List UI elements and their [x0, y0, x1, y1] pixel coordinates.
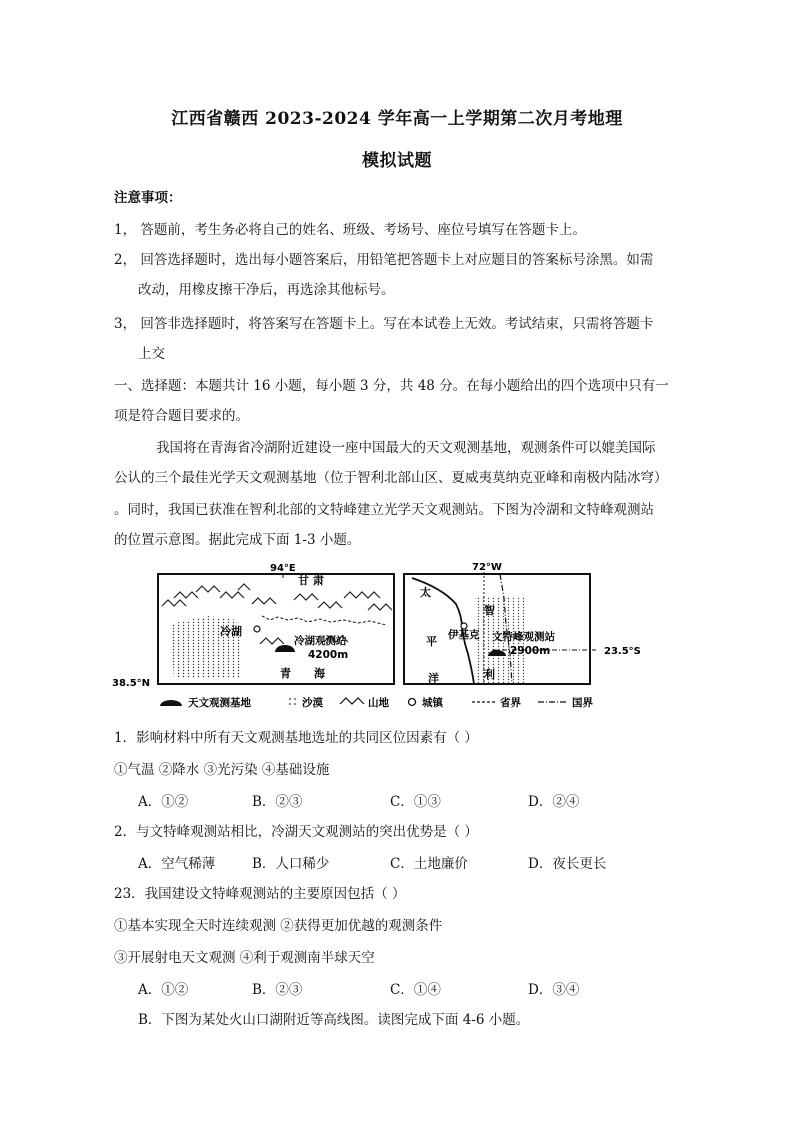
right-map-ocean-3: 洋 [428, 672, 439, 685]
passage-line-2: 公认的三个最佳光学天文观测基地（位于智利北部山区、夏威夷莫纳克亚峰和南极内陆冰穹） [114, 470, 668, 486]
legend-base-label: 天文观测基地 [188, 697, 251, 709]
left-map-station-elevation: 4200m [308, 649, 349, 661]
right-map-ventarrones [404, 562, 641, 685]
question-1-option-a[interactable]: A．①② [138, 794, 189, 810]
passage-line-3: 。同时，我国已获准在智利北部的文特峰建立光学天文观测站。下图为冷湖和文特峰观测站 [114, 502, 654, 518]
note-item-3b: 上交 [138, 346, 165, 362]
left-map-lon-label: 94°E [270, 563, 296, 574]
legend-town-label: 城镇 [422, 697, 443, 709]
question-2-stem: 2．与文特峰观测站相比，冷湖天文观测站的突出优势是（ ） [114, 824, 478, 840]
legend-base-icon [160, 700, 182, 706]
note-item-3a: 3， 回答非选择题时，将答案写在答题卡上。写在本试卷上无效。考试结束，只需将答题卡 [114, 316, 654, 332]
legend-desert-icon [289, 698, 296, 705]
right-map-country-1: 智 [484, 604, 495, 617]
question-1-choices: ①气温 ②降水 ③光污染 ④基础设施 [114, 762, 330, 778]
question-2-option-a[interactable]: A．空气稀薄 [138, 856, 216, 872]
left-map-town-lenghu: 冷湖 [220, 625, 242, 638]
question-3-option-c[interactable]: C．①④ [390, 982, 441, 998]
question-3-choices-b: ③开展射电天文观测 ④利于观测南半球天空 [114, 950, 375, 966]
passage-line-4: 的位置示意图。据此完成下面 1-3 小题。 [114, 532, 361, 548]
question-2-option-b[interactable]: B．人口稀少 [252, 856, 330, 872]
left-map-province-qinghai-a: 青 [280, 667, 291, 680]
question-1-option-c[interactable]: C．①③ [390, 794, 441, 810]
notes-heading: 注意事项： [114, 190, 182, 206]
right-map-lon-label: 72°W [472, 562, 502, 573]
map-legend [160, 696, 593, 709]
legend-national-border-label: 国界 [572, 697, 593, 709]
right-map-lat-label: 23.5°S [604, 646, 641, 657]
legend-province-border-label: 省界 [500, 697, 521, 709]
left-map-province-gansu: 甘 肃 [298, 574, 324, 587]
question-3-option-a[interactable]: A．①② [138, 982, 189, 998]
exam-title-line1: 江西省赣西 2023-2024 学年高一上学期第二次月考地理 [171, 109, 623, 129]
right-map-ocean-1: 太 [420, 586, 431, 599]
next-passage-intro: B．下图为某处火山口湖附近等高线图。读图完成下面 4-6 小题。 [138, 1012, 530, 1028]
exam-title-line2: 模拟试题 [362, 151, 432, 171]
question-2-option-d[interactable]: D．夜长更长 [528, 856, 607, 872]
left-map-station-label: 冷湖观测站 [294, 635, 347, 647]
passage-line-1: 我国将在青海省冷湖附近建设一座中国最大的天文观测基地，观测条件可以媲美国际 [156, 440, 656, 456]
note-item-1: 1， 答题前，考生务必将自己的姓名、班级、考场号、座位号填写在答题卡上。 [114, 222, 586, 238]
right-map-country-2: 利 [484, 668, 495, 681]
question-1-option-d[interactable]: D．②④ [528, 794, 580, 810]
legend-town-icon [409, 699, 416, 706]
question-3-choices-a: ①基本实现全天时连续观测 ②获得更加优越的观测条件 [114, 918, 443, 934]
question-3-option-b[interactable]: B．②③ [252, 982, 303, 998]
legend-desert-label: 沙漠 [302, 697, 323, 709]
section1-instructions-b: 项是符合题目要求的。 [114, 408, 249, 424]
location-map-figure [112, 558, 641, 710]
left-map-town-marker [254, 626, 260, 632]
question-3-option-d[interactable]: D．③④ [528, 982, 580, 998]
right-map-ocean-2: 平 [426, 635, 437, 648]
question-1-option-b[interactable]: B．②③ [252, 794, 303, 810]
right-map-station-elevation: 2900m [510, 645, 551, 657]
section1-instructions-a: 一、选择题：本题共计 16 小题，每小题 3 分，共 48 分。在每小题给出的四个选项中只有一 [114, 378, 669, 394]
question-1-stem: 1．影响材料中所有天文观测基地选址的共同区位因素有（ ） [114, 730, 478, 746]
left-map-lat-label: 38.5°N [112, 678, 151, 689]
legend-mountain-icon [340, 698, 364, 704]
legend-mountain-label: 山地 [368, 697, 389, 709]
left-map-lenghu [112, 563, 394, 689]
left-map-province-qinghai-b: 海 [314, 667, 325, 680]
right-map-city-iquique: 伊基克 [448, 629, 480, 641]
question-3-stem: 23．我国建设文特峰观测站的主要原因包括（ ） [114, 886, 406, 902]
question-2-option-c[interactable]: C．土地廉价 [390, 856, 468, 872]
note-item-2a: 2， 回答选择题时，选出每小题答案后，用铅笔把答题卡上对应题目的答案标号涂黑。如需 [114, 252, 654, 268]
right-map-station-label: 文特峰观测站 [492, 631, 555, 643]
note-item-2b: 改动，用橡皮擦干净后，再选涂其他标号。 [138, 282, 395, 298]
